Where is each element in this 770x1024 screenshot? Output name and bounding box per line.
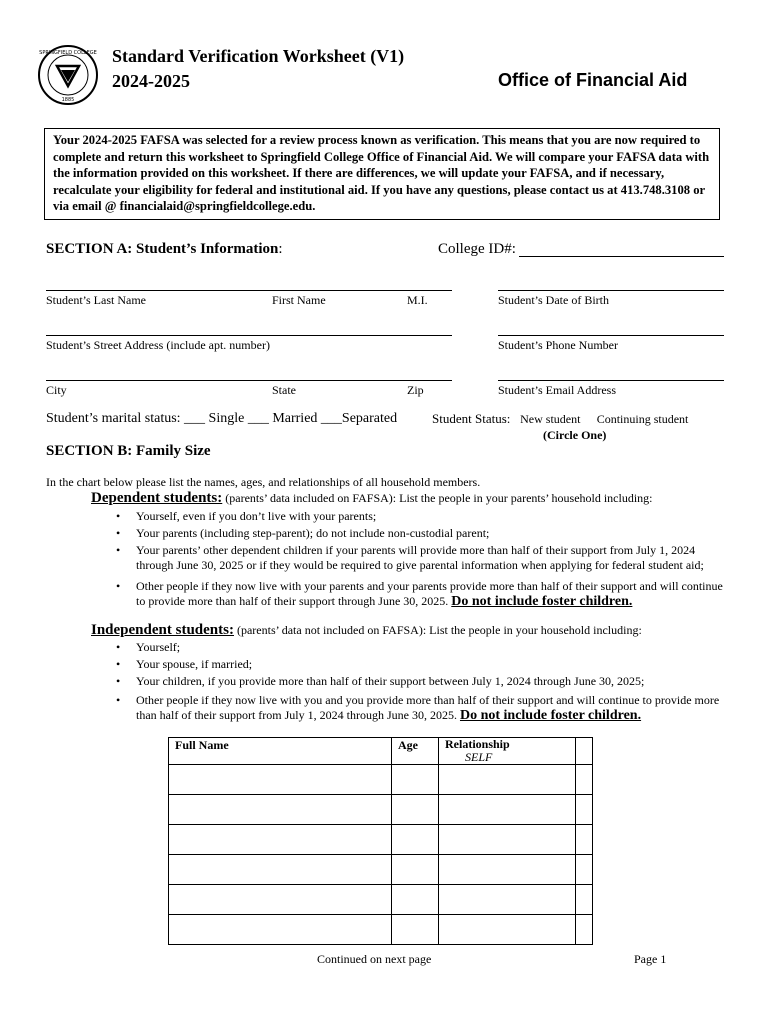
phone-label: Student’s Phone Number bbox=[498, 338, 618, 352]
dependent-list bbox=[136, 509, 730, 611]
street-label: Student’s Street Address (include apt. number) bbox=[46, 338, 270, 352]
email-label: Student’s Email Address bbox=[498, 383, 616, 397]
city-label: City bbox=[46, 383, 67, 397]
name-field[interactable] bbox=[46, 290, 452, 291]
table-row[interactable] bbox=[169, 915, 593, 945]
email-field[interactable] bbox=[498, 380, 724, 381]
header-relationship: Relationship SELF bbox=[439, 738, 576, 765]
student-status-label: Student Status: bbox=[432, 411, 511, 426]
table-row[interactable] bbox=[169, 795, 593, 825]
list-item: • Your children, if you provide more than half of their support between July 1, 2024 through June 30, 2025; bbox=[136, 674, 730, 689]
table-row[interactable] bbox=[169, 855, 593, 885]
section-b-title: SECTION B: Family Size bbox=[46, 443, 211, 459]
page-number: Page 1 bbox=[634, 952, 667, 966]
student-status bbox=[432, 411, 688, 427]
marital-status[interactable]: Student’s marital status: ___ Single ___ Married ___Separated bbox=[46, 411, 398, 426]
independent-heading: Independent students: (parents’ data not included on FAFSA): List the people in your household including: bbox=[91, 622, 642, 638]
table-row[interactable] bbox=[169, 765, 593, 795]
college-id-field[interactable] bbox=[519, 256, 724, 257]
status-new-option[interactable]: New student bbox=[520, 412, 581, 426]
mi-label: M.I. bbox=[407, 293, 428, 307]
list-item: • Yourself, even if you don’t live with your parents; bbox=[136, 509, 730, 524]
state-label: State bbox=[272, 383, 296, 397]
last-name-label: Student’s Last Name bbox=[46, 293, 146, 307]
svg-text:1885: 1885 bbox=[61, 97, 75, 103]
dependent-heading: Dependent students: (parents’ data included on FAFSA): List the people in your parents’ household including: bbox=[91, 490, 653, 506]
office-name: Office of Financial Aid bbox=[498, 70, 688, 90]
list-item: • Your parents (including step-parent); do not include non-custodial parent; bbox=[136, 526, 730, 541]
dob-field[interactable] bbox=[498, 290, 724, 291]
header-full-name: Full Name bbox=[169, 738, 392, 765]
table-row[interactable] bbox=[169, 885, 593, 915]
city-state-zip-field[interactable] bbox=[46, 380, 452, 381]
form-year: 2024-2025 bbox=[112, 71, 190, 91]
table-row[interactable] bbox=[169, 825, 593, 855]
svg-text:SPRINGFIELD COLLEGE: SPRINGFIELD COLLEGE bbox=[39, 50, 97, 56]
continued-note: Continued on next page bbox=[317, 952, 432, 966]
first-name-label: First Name bbox=[272, 293, 326, 307]
circle-one-note: (Circle One) bbox=[543, 428, 607, 442]
section-a-title: SECTION A: Student’s Information: bbox=[46, 241, 283, 257]
college-seal-logo bbox=[37, 44, 99, 106]
college-id-label: College ID#: bbox=[438, 241, 516, 257]
chart-intro: In the chart below please list the names, ages, and relationships of all household members. bbox=[46, 475, 481, 489]
household-table bbox=[168, 737, 593, 945]
form-title: Standard Verification Worksheet (V1) bbox=[112, 46, 405, 66]
independent-list bbox=[136, 640, 730, 725]
list-item: • Other people if they now live with your parents and your parents provide more than half of their support and will continue to provide more than half of their support through June 30, 2025. Do not include foster children. bbox=[136, 579, 730, 609]
table-header-row bbox=[169, 738, 593, 765]
zip-label: Zip bbox=[407, 383, 424, 397]
list-item: • Other people if they now live with you and you provide more than half of their support and will continue to provide more than half of their support from July 1, 2024 through June 30, 2025. Do not include foster children. bbox=[136, 693, 730, 723]
phone-field[interactable] bbox=[498, 335, 724, 336]
dob-label: Student’s Date of Birth bbox=[498, 293, 609, 307]
list-item: • Yourself; bbox=[136, 640, 730, 655]
header-age: Age bbox=[392, 738, 439, 765]
intro-box: Your 2024-2025 FAFSA was selected for a review process known as verification. This means that you are now required to complete and return this worksheet to Springfield College Office of Financial Aid. We will compare your FAFSA data with the information provided on this worksheet. If there are differences, we will update your FAFSA, and if necessary, recalculate your eligibility for federal and institutional aid. If you have any questions, please contact us at 413.748.3108 or via email @ financialaid@springfieldcollege.edu. bbox=[44, 128, 720, 220]
list-item: • Your spouse, if married; bbox=[136, 657, 730, 672]
street-field[interactable] bbox=[46, 335, 452, 336]
list-item: • Your parents’ other dependent children if your parents will provide more than half of their support from July 1, 2024 through June 30, 2025 or if they would be required to give parental information when applying for federal student aid; bbox=[136, 543, 730, 573]
status-continuing-option[interactable]: Continuing student bbox=[596, 412, 689, 426]
